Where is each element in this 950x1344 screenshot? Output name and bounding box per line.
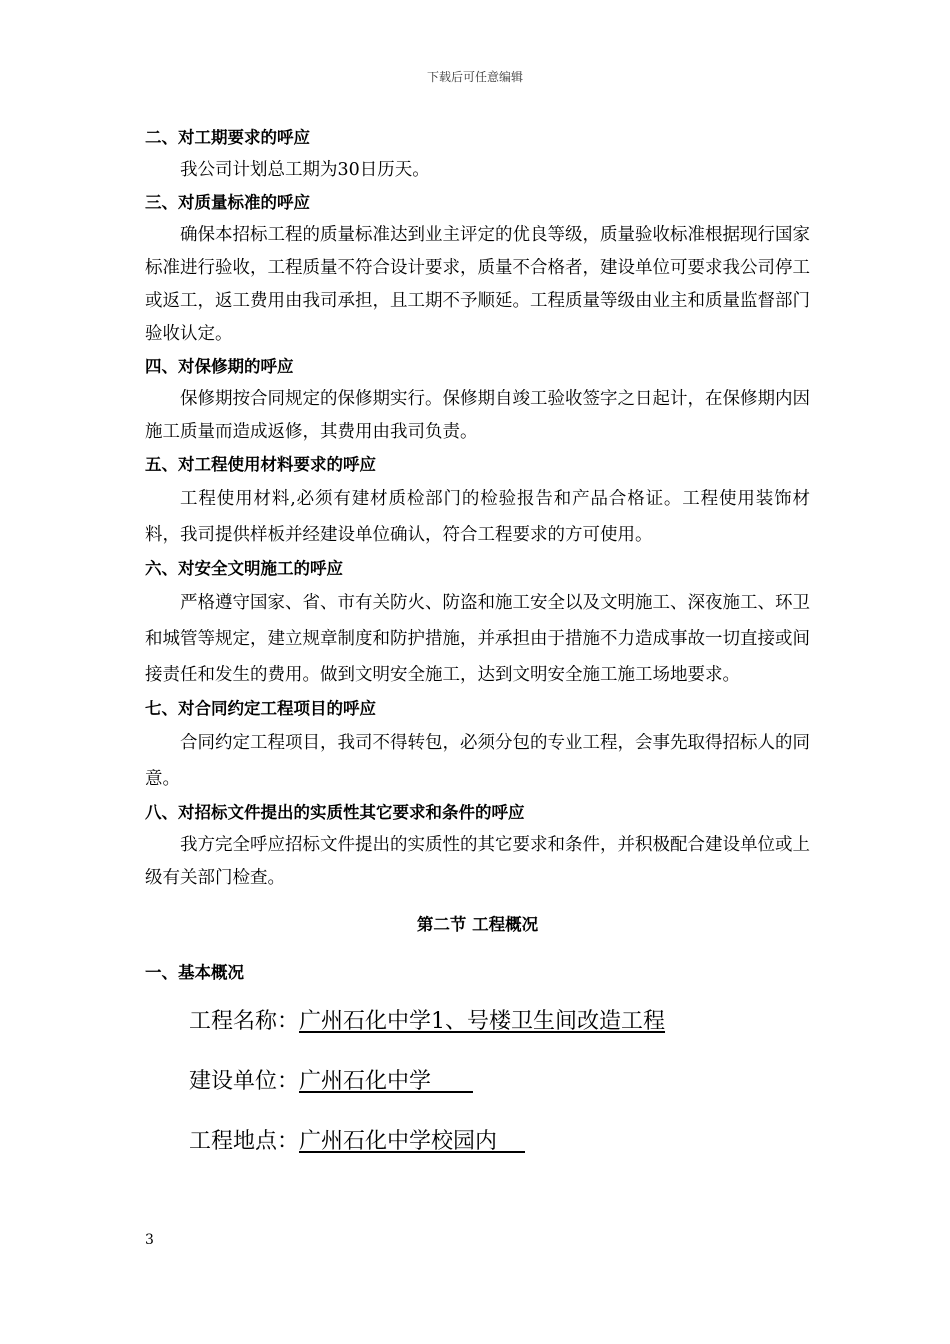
section-heading-contract: 七、对合同约定工程项目的呼应 [145, 699, 376, 718]
paragraph-safety: 严格遵守国家、省、市有关防火、防盗和施工安全以及文明施工、深夜施工、环卫和城管等规定，建立规章制度和防护措施，并承担由于措施不力造成事故一切直接或间接责任和发生的费用。做到文明安全施工，达到文明安全施工施工场地要求。 [145, 593, 810, 685]
field-project-name [189, 1007, 810, 1037]
paragraph-other-requirements: 我方完全呼应招标文件提出的实质性的其它要求和条件，并积极配合建设单位或上级有关部门检查。 [145, 835, 810, 888]
page-number: 3 [145, 1232, 154, 1248]
section-title-project-overview: 第二节 工程概况 [416, 915, 539, 934]
field-value: 广州石化中学校园内 [299, 1129, 525, 1154]
field-label: 建设单位： [189, 1069, 300, 1094]
section-heading-schedule: 二、对工期要求的呼应 [145, 128, 310, 147]
page-header: 下载后可任意编辑 [426, 70, 523, 84]
section-heading-safety: 六、对安全文明施工的呼应 [145, 559, 343, 578]
field-label: 工程名称： [189, 1009, 300, 1034]
field-value: 广州石化中学1、号楼卫生间改造工程 [299, 1009, 666, 1034]
subheading-basic-overview: 一、基本概况 [145, 963, 244, 982]
field-construction-unit [189, 1067, 810, 1097]
section-heading-materials: 五、对工程使用材料要求的呼应 [145, 455, 376, 474]
section-heading-other-requirements: 八、对招标文件提出的实质性其它要求和条件的呼应 [145, 803, 525, 822]
paragraph-contract: 合同约定工程项目，我司不得转包，必须分包的专业工程，会事先取得招标人的同意。 [145, 733, 810, 789]
paragraph-materials: 工程使用材料,必须有建材质检部门的检验报告和产品合格证。工程使用装饰材料，我司提供样板并经建设单位确认，符合工程要求的方可使用。 [145, 489, 810, 545]
section-heading-quality: 三、对质量标准的呼应 [145, 193, 310, 212]
document-body [145, 122, 810, 1187]
field-label: 工程地点： [189, 1129, 300, 1154]
field-project-location [189, 1127, 810, 1157]
paragraph-schedule: 我公司计划总工期为30日历天。 [180, 160, 430, 180]
field-value: 广州石化中学 [299, 1069, 473, 1094]
paragraph-warranty: 保修期按合同规定的保修期实行。保修期自竣工验收签字之日起计，在保修期内因施工质量而造成返修，其费用由我司负责。 [145, 389, 810, 442]
section-heading-warranty: 四、对保修期的呼应 [145, 357, 294, 376]
paragraph-quality: 确保本招标工程的质量标准达到业主评定的优良等级，质量验收标准根据现行国家标准进行验收，工程质量不符合设计要求，质量不合格者，建设单位可要求我公司停工或返工，返工费用由我司承担，且工期不予顺延。工程质量等级由业主和质量监督部门验收认定。 [145, 225, 810, 344]
